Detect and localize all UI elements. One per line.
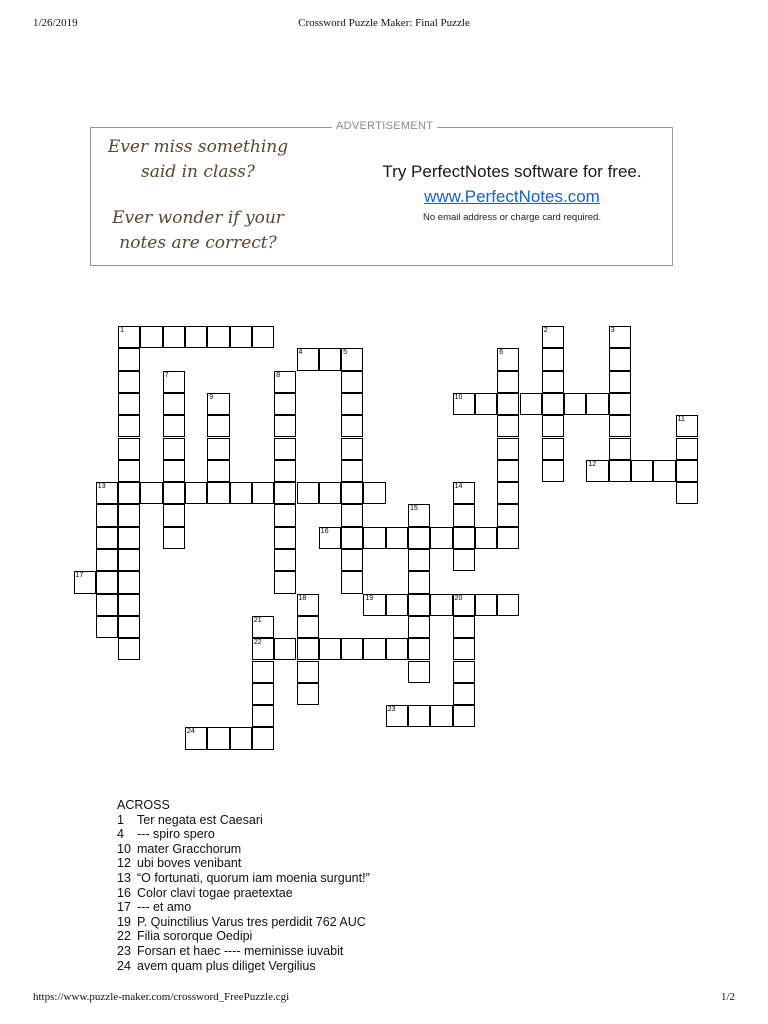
- grid-cell[interactable]: [163, 438, 185, 460]
- grid-cell[interactable]: [163, 527, 185, 549]
- grid-cell[interactable]: [163, 504, 185, 526]
- grid-cell[interactable]: [497, 504, 519, 526]
- grid-cell[interactable]: [185, 326, 207, 348]
- grid-cell[interactable]: [207, 460, 229, 482]
- cell-number: 3: [610, 327, 615, 334]
- grid-cell[interactable]: [497, 482, 519, 504]
- grid-cell[interactable]: [586, 393, 608, 415]
- grid-cell[interactable]: [207, 438, 229, 460]
- ad-handwritten-line-2: said in class?: [140, 162, 256, 182]
- grid-cell[interactable]: [252, 482, 274, 504]
- cell-number: 2: [543, 327, 548, 334]
- grid-cell[interactable]: [207, 393, 229, 415]
- grid-cell[interactable]: [252, 326, 274, 348]
- grid-cell[interactable]: [96, 594, 118, 616]
- grid-cell[interactable]: [341, 371, 363, 393]
- grid-cell[interactable]: [542, 326, 564, 348]
- grid-cell[interactable]: [475, 594, 497, 616]
- grid-cell[interactable]: [609, 415, 631, 437]
- grid-cell[interactable]: [363, 527, 385, 549]
- grid-cell[interactable]: [586, 460, 608, 482]
- grid-cell[interactable]: [118, 326, 140, 348]
- advertisement-label: ADVERTISEMENT: [332, 120, 437, 132]
- clue-number: 4: [117, 827, 124, 842]
- grid-cell[interactable]: [676, 482, 698, 504]
- grid-cell[interactable]: [118, 504, 140, 526]
- across-clue: [117, 944, 370, 959]
- grid-cell[interactable]: [297, 482, 319, 504]
- grid-cell[interactable]: [341, 638, 363, 660]
- grid-cell[interactable]: [453, 482, 475, 504]
- grid-cell[interactable]: [341, 549, 363, 571]
- clue-number: 22: [117, 929, 131, 944]
- grid-cell[interactable]: [74, 571, 96, 593]
- grid-cell[interactable]: [609, 371, 631, 393]
- grid-cell[interactable]: [230, 727, 252, 749]
- grid-cell[interactable]: [118, 393, 140, 415]
- grid-cell[interactable]: [542, 438, 564, 460]
- grid-cell[interactable]: [497, 460, 519, 482]
- grid-cell[interactable]: [118, 594, 140, 616]
- ad-link[interactable]: www.PerfectNotes.com: [424, 187, 600, 206]
- cell-number: 12: [588, 460, 597, 468]
- cell-number: 5: [343, 349, 347, 357]
- clue-number: 17: [117, 900, 131, 915]
- grid-cell[interactable]: [319, 482, 341, 504]
- grid-cell[interactable]: [252, 616, 274, 638]
- grid-cell[interactable]: [363, 482, 385, 504]
- cell-number: 22: [253, 639, 262, 647]
- clue-text: mater Gracchorum: [137, 841, 242, 856]
- grid-cell[interactable]: [118, 571, 140, 593]
- across-clue: [117, 886, 370, 901]
- across-clue: [117, 929, 370, 944]
- across-clue: [117, 856, 370, 871]
- grid-cell[interactable]: [497, 527, 519, 549]
- grid-cell[interactable]: [230, 326, 252, 348]
- ad-handwritten-line-1: Ever miss something: [107, 137, 289, 157]
- cell-number: 20: [454, 594, 463, 602]
- grid-cell[interactable]: [297, 616, 319, 638]
- across-clue: [117, 959, 370, 974]
- cell-number: 23: [387, 706, 396, 714]
- grid-cell[interactable]: [341, 482, 363, 504]
- grid-cell[interactable]: [185, 482, 207, 504]
- grid-cell[interactable]: [207, 415, 229, 437]
- ad-headline: Try PerfectNotes software for free.: [382, 162, 642, 181]
- grid-cell[interactable]: [252, 727, 274, 749]
- ad-note: No email address or charge card required.: [423, 212, 601, 223]
- grid-cell[interactable]: [252, 638, 274, 660]
- cell-number: 18: [298, 594, 307, 602]
- clue-text: Color clavi togae praetextae: [137, 885, 293, 900]
- grid-cell[interactable]: [676, 415, 698, 437]
- grid-cell[interactable]: [386, 527, 408, 549]
- grid-cell[interactable]: [96, 504, 118, 526]
- cell-number: 1: [120, 327, 124, 334]
- clue-number: 23: [117, 943, 131, 958]
- grid-cell[interactable]: [163, 393, 185, 415]
- grid-cell[interactable]: [341, 527, 363, 549]
- grid-cell[interactable]: [96, 571, 118, 593]
- grid-cell[interactable]: [163, 371, 185, 393]
- grid-cell[interactable]: [118, 482, 140, 504]
- grid-cell[interactable]: [542, 460, 564, 482]
- grid-cell[interactable]: [453, 661, 475, 683]
- grid-cell[interactable]: [453, 683, 475, 705]
- grid-cell[interactable]: [297, 661, 319, 683]
- clue-text: avem quam plus diliget Vergilius: [137, 958, 316, 973]
- clue-text: “O fortunati, quorum iam moenia surgunt!”: [137, 870, 370, 885]
- grid-cell[interactable]: [96, 482, 118, 504]
- grid-cell[interactable]: [408, 549, 430, 571]
- grid-cell[interactable]: [274, 460, 296, 482]
- across-clue: [117, 871, 370, 886]
- grid-cell[interactable]: [140, 482, 162, 504]
- grid-cell[interactable]: [96, 549, 118, 571]
- grid-cell[interactable]: [163, 482, 185, 504]
- grid-cell[interactable]: [631, 460, 653, 482]
- grid-cell[interactable]: [609, 326, 631, 348]
- cell-number: 21: [253, 616, 262, 624]
- grid-cell[interactable]: [118, 616, 140, 638]
- grid-cell[interactable]: [118, 438, 140, 460]
- cell-number: 16: [320, 527, 329, 535]
- grid-cell[interactable]: [274, 549, 296, 571]
- grid-cell[interactable]: [475, 393, 497, 415]
- grid-cell[interactable]: [408, 638, 430, 660]
- cell-number: 4: [298, 349, 303, 357]
- grid-cell[interactable]: [118, 415, 140, 437]
- grid-cell[interactable]: [252, 661, 274, 683]
- cell-number: 6: [499, 349, 504, 357]
- clue-text: Ter negata est Caesari: [137, 812, 263, 827]
- grid-cell[interactable]: [430, 594, 452, 616]
- grid-cell[interactable]: [297, 638, 319, 660]
- grid-cell[interactable]: [497, 371, 519, 393]
- grid-cell[interactable]: [497, 393, 519, 415]
- clue-number: 1: [117, 812, 124, 827]
- grid-cell[interactable]: [542, 393, 564, 415]
- grid-cell[interactable]: [564, 393, 586, 415]
- grid-cell[interactable]: [408, 527, 430, 549]
- grid-cell[interactable]: [609, 348, 631, 370]
- grid-cell[interactable]: [453, 616, 475, 638]
- grid-cell[interactable]: [341, 415, 363, 437]
- grid-cell[interactable]: [274, 638, 296, 660]
- grid-cell[interactable]: [96, 527, 118, 549]
- grid-cell[interactable]: [274, 371, 296, 393]
- grid-cell[interactable]: [542, 415, 564, 437]
- grid-cell[interactable]: [274, 438, 296, 460]
- cell-number: 19: [365, 594, 374, 602]
- grid-cell[interactable]: [252, 705, 274, 727]
- grid-cell[interactable]: [274, 393, 296, 415]
- cell-number: 17: [75, 572, 84, 580]
- grid-cell[interactable]: [453, 527, 475, 549]
- grid-cell[interactable]: [497, 438, 519, 460]
- cell-number: 9: [209, 393, 214, 401]
- across-clue: [117, 915, 370, 930]
- grid-cell[interactable]: [118, 638, 140, 660]
- grid-cell[interactable]: [96, 616, 118, 638]
- grid-cell[interactable]: [118, 460, 140, 482]
- grid-cell[interactable]: [542, 371, 564, 393]
- grid-cell[interactable]: [408, 705, 430, 727]
- grid-cell[interactable]: [118, 549, 140, 571]
- across-clue: [117, 813, 370, 828]
- clue-text: Filia sororque Oedipi: [137, 929, 253, 944]
- grid-cell[interactable]: [118, 527, 140, 549]
- grid-cell[interactable]: [185, 727, 207, 749]
- grid-cell[interactable]: [252, 683, 274, 705]
- ad-handwritten-line-4: notes are correct?: [119, 233, 277, 253]
- grid-cell[interactable]: [297, 594, 319, 616]
- cell-number: 15: [410, 505, 418, 513]
- grid-cell[interactable]: [274, 571, 296, 593]
- clue-text: --- spiro spero: [137, 827, 215, 842]
- grid-cell[interactable]: [274, 482, 296, 504]
- clue-number: 16: [117, 885, 131, 900]
- clue-text: P. Quinctilius Varus tres perdidit 762 AUC: [137, 914, 366, 929]
- cell-number: 14: [454, 483, 463, 491]
- grid-cell[interactable]: [408, 571, 430, 593]
- grid-cell[interactable]: [453, 504, 475, 526]
- grid-cell[interactable]: [408, 616, 430, 638]
- grid-cell[interactable]: [609, 393, 631, 415]
- ad-handwritten-line-3: Ever wonder if your: [112, 208, 284, 228]
- cell-number: 10: [454, 393, 463, 401]
- clue-number: 24: [117, 958, 131, 973]
- grid-cell[interactable]: [453, 705, 475, 727]
- grid-cell[interactable]: [297, 348, 319, 370]
- grid-cell[interactable]: [520, 393, 542, 415]
- across-clue: [117, 827, 370, 842]
- grid-cell[interactable]: [408, 504, 430, 526]
- grid-cell[interactable]: [609, 460, 631, 482]
- clue-number: 13: [117, 870, 131, 885]
- clue-text: --- et amo: [137, 900, 192, 915]
- cell-number: 11: [677, 416, 685, 424]
- grid-cell[interactable]: [497, 594, 519, 616]
- grid-cell[interactable]: [341, 571, 363, 593]
- grid-cell[interactable]: [475, 527, 497, 549]
- grid-cell[interactable]: [386, 594, 408, 616]
- grid-cell[interactable]: [341, 438, 363, 460]
- grid-cell[interactable]: [609, 438, 631, 460]
- grid-cell[interactable]: [230, 482, 252, 504]
- clue-number: 12: [117, 856, 131, 871]
- grid-cell[interactable]: [297, 683, 319, 705]
- grid-cell[interactable]: [319, 348, 341, 370]
- cell-number: 13: [97, 483, 106, 491]
- grid-cell[interactable]: [163, 415, 185, 437]
- grid-cell[interactable]: [341, 504, 363, 526]
- grid-cell[interactable]: [497, 348, 519, 370]
- across-clue-list: [117, 813, 370, 974]
- grid-cell[interactable]: [118, 348, 140, 370]
- grid-cell[interactable]: [319, 527, 341, 549]
- grid-cell[interactable]: [319, 638, 341, 660]
- grid-cell[interactable]: [497, 415, 519, 437]
- grid-cell[interactable]: [341, 393, 363, 415]
- grid-cell[interactable]: [408, 661, 430, 683]
- grid-cell[interactable]: [676, 438, 698, 460]
- across-clue: [117, 900, 370, 915]
- grid-cell[interactable]: [453, 549, 475, 571]
- across-heading: ACROSS: [117, 798, 170, 812]
- grid-cell[interactable]: [207, 482, 229, 504]
- clue-number: 10: [117, 841, 131, 856]
- grid-cell[interactable]: [363, 594, 385, 616]
- grid-cell[interactable]: [118, 371, 140, 393]
- grid-cell[interactable]: [453, 594, 475, 616]
- grid-cell[interactable]: [163, 460, 185, 482]
- grid-cell[interactable]: [542, 348, 564, 370]
- grid-cell[interactable]: [408, 594, 430, 616]
- across-clue: [117, 842, 370, 857]
- grid-cell[interactable]: [453, 638, 475, 660]
- page-title: Crossword Puzzle Maker: Final Puzzle: [298, 17, 470, 29]
- grid-cell[interactable]: [676, 460, 698, 482]
- cell-number: 24: [187, 728, 195, 736]
- grid-cell[interactable]: [341, 348, 363, 370]
- cell-number: 8: [276, 371, 281, 379]
- grid-cell[interactable]: [163, 326, 185, 348]
- grid-cell[interactable]: [274, 415, 296, 437]
- clues-section: [117, 798, 370, 973]
- grid-cell[interactable]: [207, 326, 229, 348]
- grid-cell[interactable]: [453, 393, 475, 415]
- grid-cell[interactable]: [386, 705, 408, 727]
- grid-cell[interactable]: [430, 527, 452, 549]
- grid-cell[interactable]: [140, 326, 162, 348]
- page-number: 1/2: [720, 991, 735, 1003]
- grid-cell[interactable]: [274, 504, 296, 526]
- clue-text: Forsan et haec ---- meminisse iuvabit: [137, 943, 344, 958]
- grid-cell[interactable]: [363, 638, 385, 660]
- footer-url: https://www.puzzle-maker.com/crossword_FreePuzzle.cgi: [33, 991, 290, 1003]
- cell-number: 7: [164, 371, 169, 379]
- grid-cell[interactable]: [653, 460, 675, 482]
- grid-cell[interactable]: [386, 638, 408, 660]
- grid-cell[interactable]: [274, 527, 296, 549]
- grid-cell[interactable]: [341, 460, 363, 482]
- print-date: 1/26/2019: [33, 17, 78, 29]
- grid-cell[interactable]: [207, 727, 229, 749]
- clue-text: ubi boves venibant: [137, 856, 242, 871]
- grid-cell[interactable]: [430, 705, 452, 727]
- clue-number: 19: [117, 914, 131, 929]
